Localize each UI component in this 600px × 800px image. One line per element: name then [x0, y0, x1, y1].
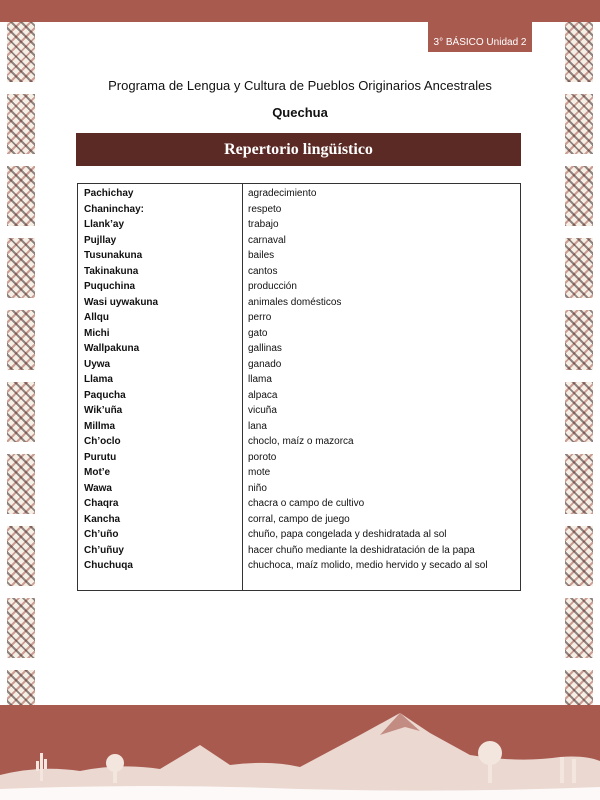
vocabulary-row — [78, 450, 520, 466]
spanish-meaning: trabajo — [248, 219, 279, 230]
quechua-term: Ch’uño — [84, 529, 119, 540]
spanish-meaning: hacer chuño mediante la deshidratación de la papa — [248, 544, 475, 556]
vocabulary-row — [78, 527, 520, 543]
quechua-term: Takinakuna — [84, 265, 139, 277]
quechua-term: Ch’oclo — [84, 436, 121, 447]
spanish-meaning: ganado — [248, 358, 282, 370]
vocabulary-row — [78, 434, 520, 450]
language-title: Quechua — [272, 105, 328, 120]
quechua-term: Paqucha — [84, 389, 126, 401]
quechua-term: Chuchuqa — [84, 560, 133, 571]
vocabulary-row — [78, 496, 520, 512]
quechua-term: Tusunakuna — [84, 250, 143, 261]
quechua-term: Michi — [84, 327, 110, 339]
quechua-term: Ch’uñuy — [84, 544, 124, 556]
section-title-banner: Repertorio lingüístico — [76, 133, 521, 166]
landscape-silhouette-icon — [0, 705, 600, 800]
vocabulary-row — [78, 403, 520, 419]
quechua-term: Pachichay — [84, 188, 134, 199]
quechua-term: Wasi uywakuna — [84, 296, 159, 308]
spanish-meaning: vicuña — [248, 405, 277, 416]
vocabulary-rows — [78, 186, 520, 574]
spanish-meaning: chacra o campo de cultivo — [248, 498, 365, 509]
quechua-term: Pujllay — [84, 234, 117, 246]
quechua-term: Wallpakuna — [84, 343, 140, 354]
spanish-meaning: llama — [248, 374, 272, 385]
quechua-term: Llama — [84, 374, 113, 385]
vocabulary-row — [78, 295, 520, 311]
vocabulary-row — [78, 217, 520, 233]
spanish-meaning: mote — [248, 467, 271, 478]
grade-unit-tab: 3° BÁSICO Unidad 2 — [428, 33, 532, 52]
quechua-term: Wik’uña — [84, 405, 123, 416]
spanish-meaning: choclo, maíz o mazorca — [248, 436, 354, 447]
vocabulary-table — [77, 183, 521, 591]
spanish-meaning: poroto — [248, 451, 277, 463]
top-decorative-band — [0, 0, 600, 22]
vocabulary-row — [78, 465, 520, 481]
vocabulary-row — [78, 481, 520, 497]
left-decorative-border — [7, 22, 35, 722]
quechua-term: Mot’e — [84, 467, 111, 478]
vocabulary-row — [78, 326, 520, 342]
spanish-meaning: chuño, papa congelada y deshidratada al sol — [248, 529, 447, 540]
spanish-meaning: cantos — [248, 265, 278, 277]
vocabulary-row — [78, 388, 520, 404]
quechua-term: Kancha — [84, 513, 121, 525]
vocabulary-row — [78, 233, 520, 249]
spanish-meaning: chuchoca, maíz molido, medio hervido y secado al sol — [248, 560, 488, 571]
vocabulary-row — [78, 279, 520, 295]
spanish-meaning: respeto — [248, 203, 282, 215]
quechua-term: Wawa — [84, 482, 112, 494]
quechua-term: Chaninchay: — [84, 203, 145, 215]
spanish-meaning: perro — [248, 312, 272, 323]
vocabulary-row — [78, 264, 520, 280]
vocabulary-row — [78, 558, 520, 574]
quechua-term: Llank’ay — [84, 219, 125, 230]
quechua-term: Millma — [84, 420, 116, 432]
vocabulary-row — [78, 202, 520, 218]
vocabulary-row — [78, 419, 520, 435]
spanish-meaning: alpaca — [248, 389, 278, 401]
spanish-meaning: animales domésticos — [248, 296, 342, 308]
spanish-meaning: lana — [248, 420, 267, 432]
vocabulary-row — [78, 310, 520, 326]
program-title: Programa de Lengua y Cultura de Pueblos Originarios Ancestrales — [108, 78, 492, 93]
spanish-meaning: niño — [248, 482, 267, 494]
spanish-meaning: bailes — [248, 250, 275, 261]
quechua-term: Allqu — [84, 312, 109, 323]
quechua-term: Puquchina — [84, 281, 136, 292]
vocabulary-row — [78, 357, 520, 373]
vocabulary-row — [78, 512, 520, 528]
spanish-meaning: carnaval — [248, 234, 286, 246]
vocabulary-row — [78, 543, 520, 559]
spanish-meaning: gallinas — [248, 343, 282, 354]
vocabulary-row — [78, 341, 520, 357]
spanish-meaning: agradecimiento — [248, 188, 317, 199]
right-decorative-border — [565, 22, 593, 722]
vocabulary-row — [78, 248, 520, 264]
quechua-term: Uywa — [84, 358, 111, 370]
spanish-meaning: corral, campo de juego — [248, 513, 350, 525]
grade-tab-cap — [428, 22, 532, 33]
vocabulary-row — [78, 372, 520, 388]
spanish-meaning: producción — [248, 281, 297, 292]
vocabulary-row — [78, 186, 520, 202]
spanish-meaning: gato — [248, 327, 268, 339]
quechua-term: Purutu — [84, 451, 117, 463]
quechua-term: Chaqra — [84, 498, 119, 509]
bottom-landscape-illustration — [0, 705, 600, 800]
